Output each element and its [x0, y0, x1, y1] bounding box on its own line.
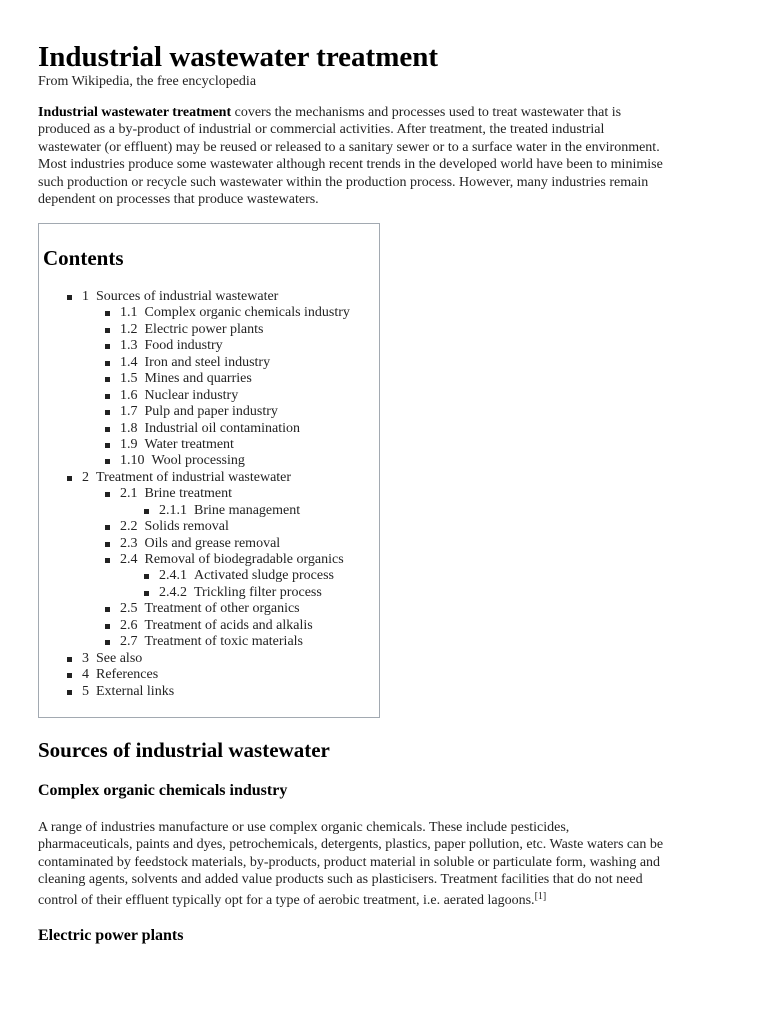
- toc-item-food[interactable]: 1.3 Food industry: [38, 338, 380, 354]
- intro-line: Most industries produce some wastewater although recent trends in the developed world have been to minimise: [38, 157, 663, 173]
- paragraph-line: A range of industries manufacture or use complex organic chemicals. These include pesticides,: [38, 820, 570, 835]
- toc-item-nuclear[interactable]: 1.6 Nuclear industry: [38, 388, 380, 404]
- toc-item-brine-treatment[interactable]: 2.1 Brine treatment: [38, 486, 380, 502]
- toc-item-water-treatment[interactable]: 1.9 Water treatment: [38, 437, 380, 453]
- toc-item-biodegradable[interactable]: 2.4 Removal of biodegradable organics: [38, 552, 380, 568]
- toc-item-iron-steel[interactable]: 1.4 Iron and steel industry: [38, 355, 380, 371]
- toc-item-see-also[interactable]: 3 See also: [38, 651, 380, 667]
- toc-item-references[interactable]: 4 References: [38, 667, 380, 683]
- intro-line: dependent on processes that produce wastewaters.: [38, 192, 319, 208]
- toc-item-sources[interactable]: 1 Sources of industrial wastewater: [38, 289, 380, 305]
- intro-paragraph: [38, 104, 738, 208]
- toc-item-solids-removal[interactable]: 2.2 Solids removal: [38, 519, 380, 535]
- section-heading-sources: Sources of industrial wastewater: [38, 738, 330, 762]
- bullet-icon: [105, 443, 110, 448]
- toc-item-external-links[interactable]: 5 External links: [38, 684, 380, 700]
- bullet-icon: [144, 509, 149, 514]
- paragraph-line: contaminated by feedstock materials, by-products, product material in soluble or particulate form, washing and: [38, 854, 661, 870]
- bullet-icon: [144, 591, 149, 596]
- subsection-heading-complex-organic: Complex organic chemicals industry: [38, 782, 288, 799]
- toc-item-oil-contamination[interactable]: 1.8 Industrial oil contamination: [38, 421, 380, 437]
- bullet-icon: [67, 673, 72, 678]
- intro-line: such production or recycle such wastewater within the production process. However, many industries remain: [38, 174, 649, 190]
- toc-item-wool[interactable]: 1.10 Wool processing: [38, 453, 380, 469]
- bullet-icon: [105, 344, 110, 349]
- toc-item-activated-sludge[interactable]: 2.4.1 Activated sludge process: [38, 568, 380, 584]
- toc-title: Contents: [43, 246, 124, 270]
- toc-list: [38, 289, 380, 700]
- subsection-heading-electric-power: Electric power plants: [38, 927, 184, 944]
- bullet-icon: [67, 295, 72, 300]
- bullet-icon: [105, 410, 110, 415]
- bullet-icon: [105, 459, 110, 464]
- bullet-icon: [105, 328, 110, 333]
- paragraph-line: pharmaceuticals, paints and dyes, petrochemicals, detergents, plastics, paper pollution, etc. Waste waters can be: [38, 837, 664, 853]
- toc-item-treatment[interactable]: 2 Treatment of industrial wastewater: [38, 470, 380, 486]
- toc-item-trickling-filter[interactable]: 2.4.2 Trickling filter process: [38, 585, 380, 601]
- toc-item-toxic[interactable]: 2.7 Treatment of toxic materials: [38, 634, 380, 650]
- bullet-icon: [105, 492, 110, 497]
- page-title: Industrial wastewater treatment: [38, 41, 439, 73]
- bullet-icon: [105, 394, 110, 399]
- intro-bold-term: Industrial wastewater treatment: [38, 105, 232, 120]
- intro-line: Industrial wastewater treatment covers the mechanisms and processes used to treat wastewater that is: [38, 105, 622, 120]
- bullet-icon: [105, 542, 110, 547]
- bullet-icon: [105, 607, 110, 612]
- toc-item-other-organics[interactable]: 2.5 Treatment of other organics: [38, 601, 380, 617]
- bullet-icon: [105, 377, 110, 382]
- bullet-icon: [105, 558, 110, 563]
- bullet-icon: [67, 657, 72, 662]
- toc-item-complex-organic[interactable]: 1.1 Complex organic chemicals industry: [38, 305, 380, 321]
- bullet-icon: [144, 574, 149, 579]
- bullet-icon: [67, 476, 72, 481]
- toc-item-electric-power[interactable]: 1.2 Electric power plants: [38, 322, 380, 338]
- toc-item-mines[interactable]: 1.5 Mines and quarries: [38, 371, 380, 387]
- bullet-icon: [105, 311, 110, 316]
- toc-item-acids-alkalis[interactable]: 2.6 Treatment of acids and alkalis: [38, 618, 380, 634]
- bullet-icon: [105, 640, 110, 645]
- toc-item-oils-grease[interactable]: 2.3 Oils and grease removal: [38, 536, 380, 552]
- toc-item-pulp-paper[interactable]: 1.7 Pulp and paper industry: [38, 404, 380, 420]
- paragraph-line: cleaning agents, solvents and added value products such as plasticisers. Treatment facilities that do not need: [38, 872, 643, 888]
- paragraph-line: control of their effluent typically opt for a type of aerobic treatment, i.e. aerated lagoons.[1]: [38, 890, 547, 908]
- toc-item-brine-management[interactable]: 2.1.1 Brine management: [38, 503, 380, 519]
- reference-link[interactable]: [1]: [534, 890, 547, 902]
- page-subtitle: From Wikipedia, the free encyclopedia: [38, 74, 257, 89]
- bullet-icon: [105, 624, 110, 629]
- bullet-icon: [105, 427, 110, 432]
- intro-line: wastewater (or effluent) may be reused or released to a sanitary sewer or to a surface water in the environment.: [38, 139, 660, 155]
- bullet-icon: [67, 690, 72, 695]
- intro-line: produced as a by-product of industrial or commercial activities. After treatment, the treated industrial: [38, 122, 605, 138]
- bullet-icon: [105, 525, 110, 530]
- complex-organic-paragraph: [38, 819, 738, 909]
- bullet-icon: [105, 361, 110, 366]
